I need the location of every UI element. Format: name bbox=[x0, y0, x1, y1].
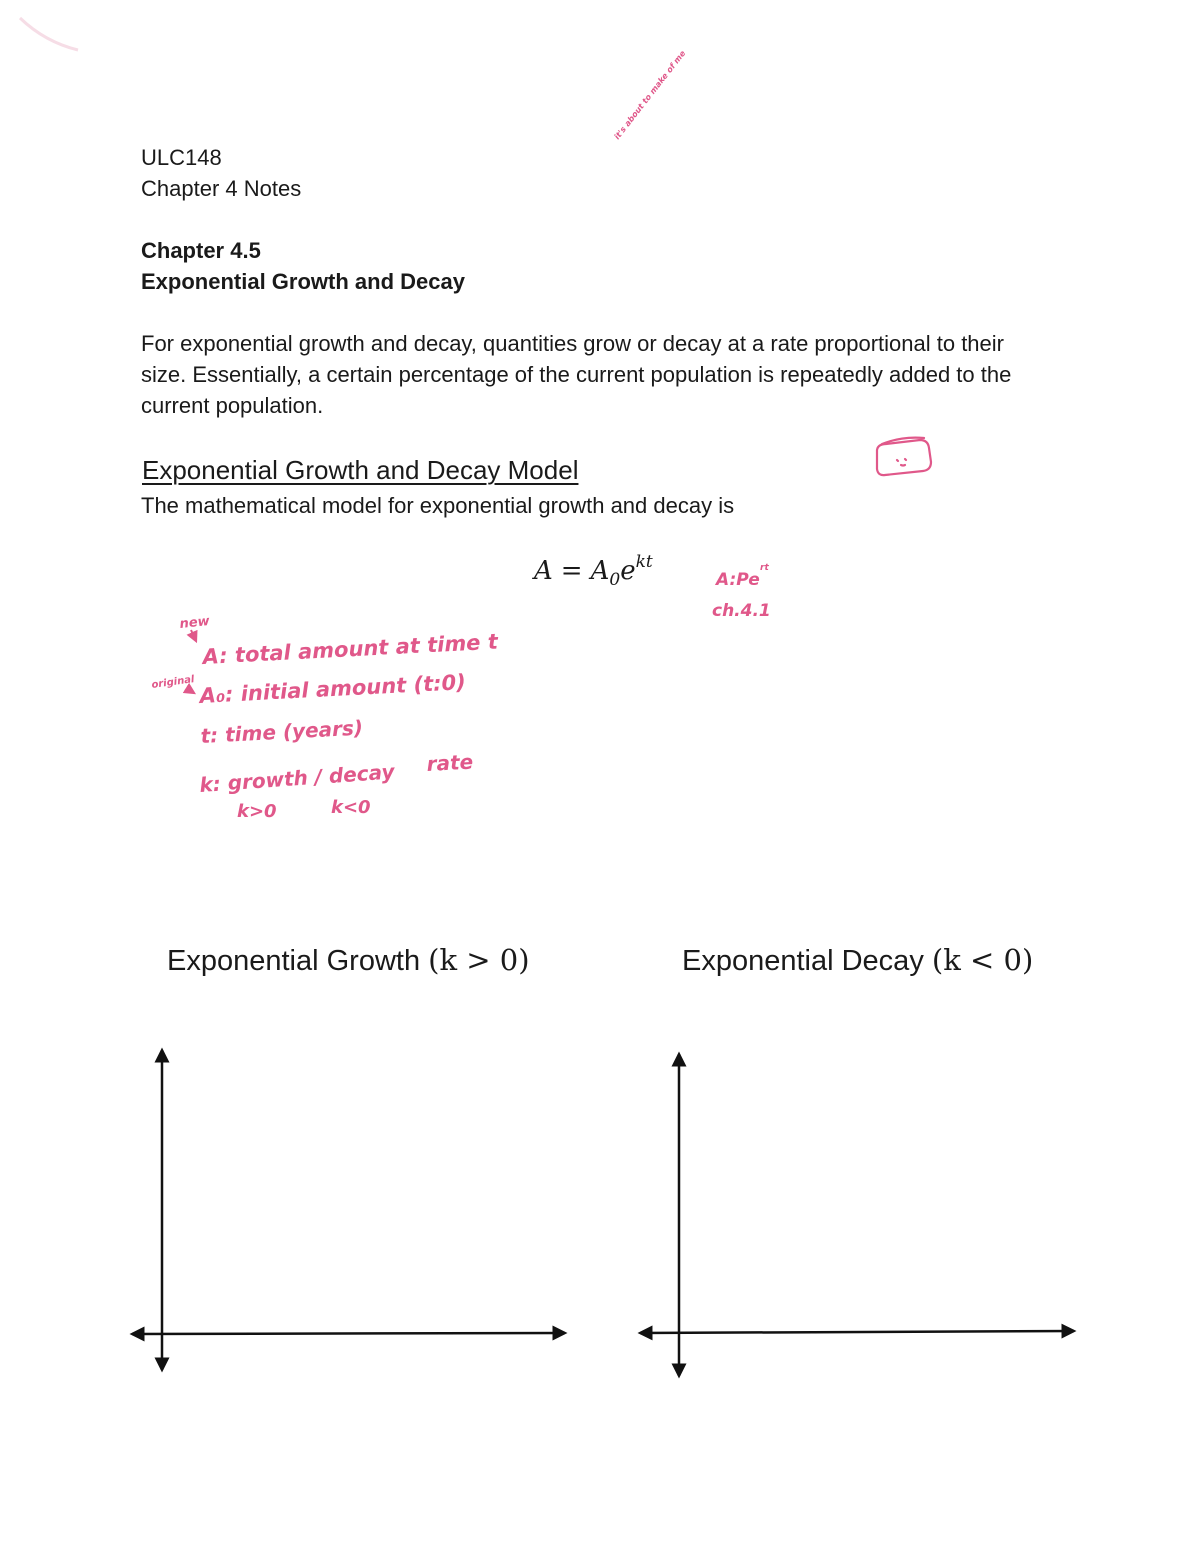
note-line-k: k: growth / decay bbox=[198, 759, 396, 797]
note-original-arrow bbox=[186, 688, 194, 693]
formula-exponent: kt bbox=[635, 552, 653, 572]
side-formula: A:Pe bbox=[716, 570, 760, 590]
formula-base: A bbox=[590, 556, 610, 586]
note-line-t: t: time (years) bbox=[200, 715, 364, 748]
doodle-icon bbox=[877, 438, 931, 476]
side-annotation bbox=[712, 563, 771, 621]
section-title: Exponential Growth and Decay bbox=[141, 269, 465, 294]
note-k-negative: k<0 bbox=[331, 797, 371, 818]
note-new-arrow bbox=[191, 630, 196, 641]
course-code: ULC148 bbox=[141, 145, 222, 170]
corner-scribble-mark bbox=[20, 18, 78, 50]
model-heading: Exponential Growth and Decay Model bbox=[142, 455, 579, 485]
formula-lhs: A bbox=[534, 556, 553, 586]
diagonal-scribble: it's about to make of me bbox=[612, 48, 688, 142]
decay-condition: (k < 0) bbox=[931, 943, 1034, 977]
formula-equals: = bbox=[560, 556, 583, 586]
note-line-a0: A₀: initial amount (t:0) bbox=[199, 670, 467, 708]
note-k-positive: k>0 bbox=[237, 801, 277, 822]
decay-title-text: Exponential Decay bbox=[682, 945, 924, 977]
growth-x-axis bbox=[132, 1333, 565, 1334]
decay-axes bbox=[640, 1054, 1074, 1376]
section-number: Chapter 4.5 bbox=[141, 238, 261, 263]
formula-e: e bbox=[620, 556, 636, 586]
growth-condition: (k > 0) bbox=[428, 943, 530, 977]
formula-subscript: 0 bbox=[609, 570, 621, 590]
note-line-a: A: total amount at time t bbox=[202, 629, 499, 669]
note-rate: rate bbox=[426, 749, 474, 776]
handwritten-definitions bbox=[151, 614, 499, 822]
growth-title-text: Exponential Growth bbox=[167, 945, 421, 977]
side-formula-exponent: rt bbox=[760, 563, 769, 573]
note-original-label: original bbox=[150, 674, 196, 691]
chapter-title: Chapter 4 Notes bbox=[141, 176, 302, 201]
side-reference: ch.4.1 bbox=[712, 601, 771, 621]
growth-axes bbox=[132, 1050, 565, 1370]
note-new-label: new bbox=[178, 613, 211, 632]
decay-x-axis bbox=[640, 1331, 1074, 1333]
model-sentence: The mathematical model for exponential growth and decay is bbox=[141, 493, 735, 518]
intro-paragraph: For exponential growth and decay, quantities grow or decay at a rate proportional to their size. Essentially, a certain percentage of the current population is repeatedly added to the current population. bbox=[141, 331, 1012, 418]
